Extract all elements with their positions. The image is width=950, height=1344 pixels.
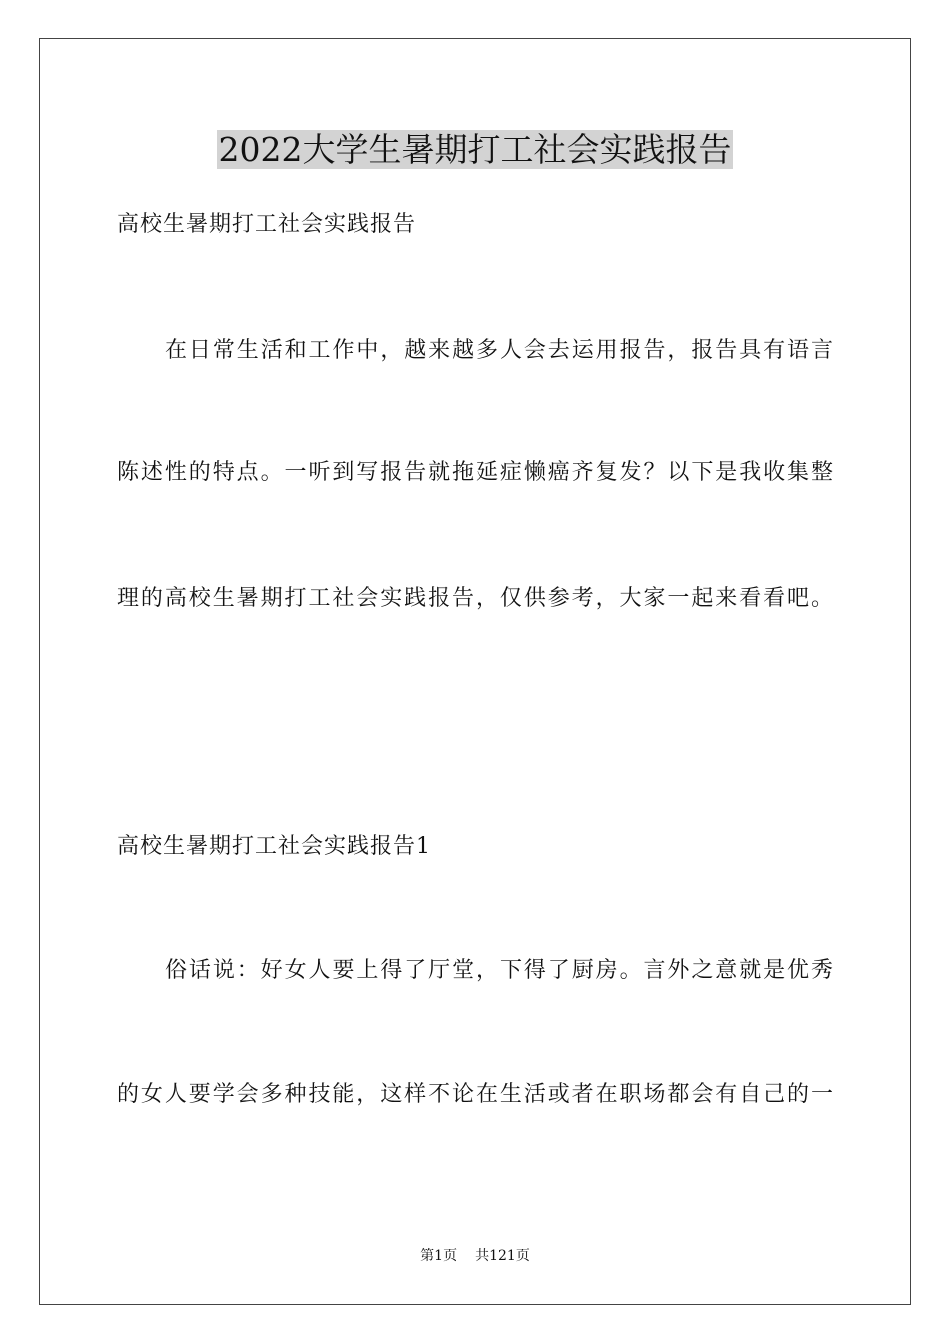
- document-title: [0, 128, 950, 172]
- intro-line-3: 理的高校生暑期打工社会实践报告，仅供参考，大家一起来看看吧。: [117, 586, 833, 611]
- intro-line-1: 在日常生活和工作中，越来越多人会去运用报告，报告具有语言: [165, 338, 833, 363]
- document-title-text: 2022大学生暑期打工社会实践报告: [218, 130, 732, 169]
- intro-line-2: 陈述性的特点。一听到写报告就拖延症懒癌齐复发？以下是我收集整: [117, 460, 833, 485]
- section-heading: 高校生暑期打工社会实践报告1: [117, 834, 431, 859]
- document-subtitle: 高校生暑期打工社会实践报告: [117, 212, 417, 237]
- page-total: 共121页: [475, 1248, 530, 1264]
- section-line-1: 俗话说：好女人要上得了厅堂，下得了厨房。言外之意就是优秀: [165, 958, 833, 983]
- section-line-2: 的女人要学会多种技能，这样不论在生活或者在职场都会有自己的一: [117, 1082, 833, 1107]
- page-footer: [0, 1246, 950, 1266]
- page-number: 第1页: [420, 1248, 458, 1264]
